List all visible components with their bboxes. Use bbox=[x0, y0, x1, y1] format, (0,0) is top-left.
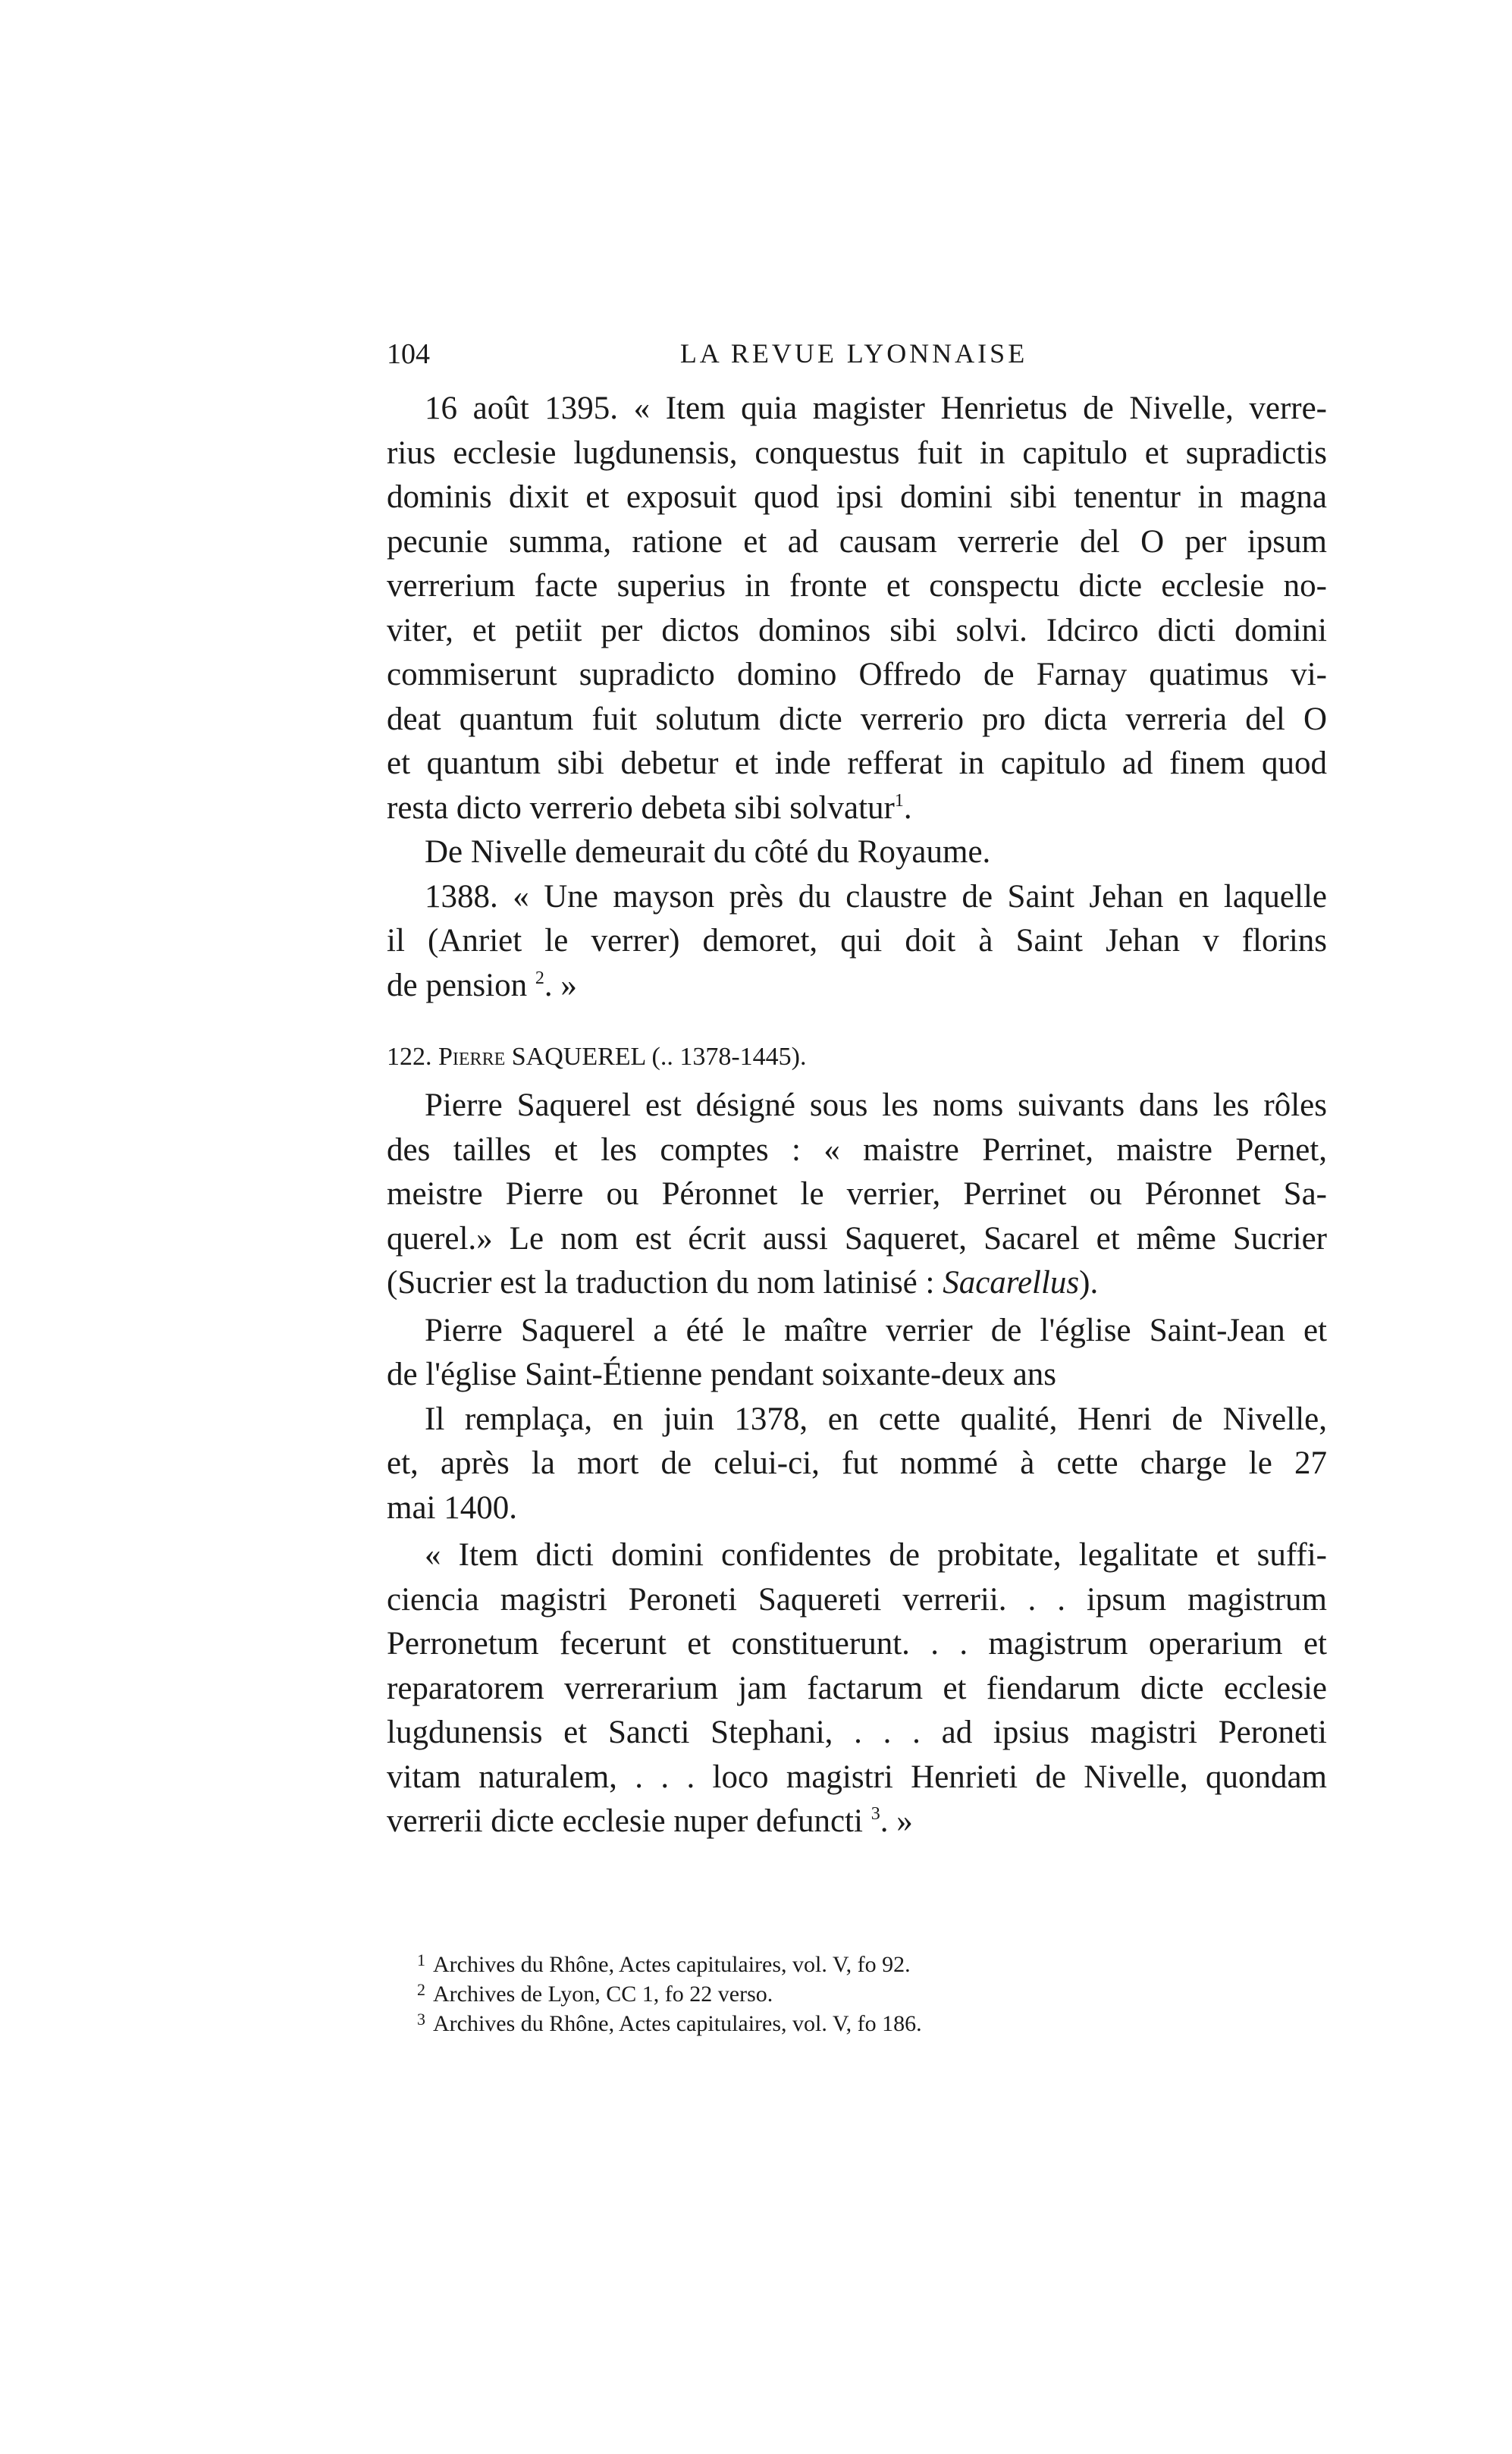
paragraph-2: De Nivelle demeurait du côté du Royaume. bbox=[425, 834, 991, 870]
text-line: deat quantum fuit solutum dicte verrerio pro dicta verreria del O bbox=[387, 701, 1327, 737]
running-title: LA REVUE LYONNAISE bbox=[679, 338, 1028, 369]
latin-name: Sacarellus bbox=[943, 1265, 1080, 1301]
footnote-mark: 2 bbox=[417, 1980, 425, 1999]
text-fragment: . » bbox=[544, 967, 577, 1003]
text-line bbox=[387, 786, 1327, 831]
footnote-reference-3[interactable]: 3 bbox=[870, 1804, 880, 1824]
text-line: mai 1400. bbox=[387, 1489, 517, 1526]
footnote-text: Archives du Rhône, Actes capitulaires, vol. V, fo 92. bbox=[433, 1952, 911, 1977]
text-line: commiserunt supradicto domino Offredo de Farnay quatimus vi- bbox=[387, 657, 1327, 692]
paragraph-4 bbox=[387, 1084, 1327, 1306]
text-line: « Item dicti domini confidentes de probitate, legalitate et suffi- bbox=[425, 1537, 1327, 1573]
text-line: vitam naturalem, . . . loco magistri Henrieti de Nivelle, quondam bbox=[387, 1759, 1327, 1795]
paragraph-3 bbox=[387, 875, 1327, 1009]
text-fragment: . » bbox=[880, 1803, 913, 1839]
text-line: Pierre Saquerel a été le maître verrier de l'église Saint-Jean et bbox=[425, 1312, 1327, 1348]
footnotes bbox=[417, 1945, 1327, 2034]
text-fragment: resta dicto verrerio debeta sibi solvatur bbox=[387, 789, 895, 826]
text-line: Perronetum fecerunt et constituerunt. . . magistrum operarium et bbox=[387, 1626, 1327, 1662]
text-line: des tailles et les comptes : « maistre Perrinet, maistre Pernet, bbox=[387, 1131, 1327, 1168]
text-line: Pierre Saquerel est désigné sous les noms suivants dans les rôles bbox=[425, 1087, 1327, 1123]
footnote-text: Archives du Rhône, Actes capitulaires, vol. V, fo 186. bbox=[433, 2011, 922, 2036]
text-line: meistre Pierre ou Péronnet le verrier, Perrinet ou Péronnet Sa- bbox=[387, 1176, 1327, 1212]
text-line bbox=[387, 964, 1327, 1009]
text-fragment: (Sucrier est la traduction du nom latinisé : bbox=[387, 1265, 943, 1301]
footnote-1 bbox=[417, 1945, 1327, 1975]
text-fragment: ). bbox=[1079, 1265, 1099, 1301]
footnote-reference-2[interactable]: 2 bbox=[535, 968, 544, 988]
section-name-rest: SAQUEREL (.. 1378-1445). bbox=[511, 1043, 807, 1071]
text-fragment: verrerii dicte ecclesie nuper defuncti bbox=[387, 1803, 863, 1839]
text-line: ciencia magistri Peroneti Saquereti verrerii. . . ipsum magistrum bbox=[387, 1581, 1327, 1618]
text-line: rius ecclesie lugdunensis, conquestus fuit in capitulo et supradictis bbox=[387, 435, 1327, 471]
footnote-reference-1[interactable]: 1 bbox=[894, 790, 904, 811]
paragraph-5 bbox=[387, 1309, 1327, 1398]
text-line: querel.» Le nom est écrit aussi Saqueret, Sacarel et même Sucrier bbox=[387, 1220, 1327, 1257]
text-line: et, après la mort de celui-ci, fut nommé à cette charge le 27 bbox=[387, 1445, 1327, 1481]
paragraph-1 bbox=[387, 387, 1327, 830]
text-fragment: . bbox=[903, 789, 912, 826]
text-line: 1388. « Une mayson près du claustre de Saint Jehan en laquelle bbox=[425, 878, 1327, 915]
text-line: et quantum sibi debetur et inde refferat in capitulo ad finem quod bbox=[387, 745, 1327, 781]
text-line: 16 août 1395. « Item quia magister Henrietus de Nivelle, verre- bbox=[425, 391, 1327, 426]
text-line: de l'église Saint-Étienne pendant soixante-deux ans bbox=[387, 1357, 1057, 1392]
text-line: reparatorem verrerarium jam factarum et fiendarum dicte ecclesie bbox=[387, 1670, 1327, 1706]
footnote-mark: 3 bbox=[417, 2010, 425, 2029]
section-heading bbox=[387, 1035, 1327, 1079]
text-fragment: de pension bbox=[387, 967, 528, 1003]
footnote-mark: 1 bbox=[417, 1950, 425, 1969]
section-name-first: Pierre bbox=[438, 1043, 506, 1071]
text-line: lugdunensis et Sancti Stephani, . . . ad ipsius magistri Peroneti bbox=[387, 1715, 1327, 1750]
section-number: 122. bbox=[387, 1043, 432, 1071]
text-line: dominis dixit et exposuit quod ipsi domini sibi tenentur in magna bbox=[387, 479, 1327, 515]
text-line: Il remplaça, en juin 1378, en cette qualité, Henri de Nivelle, bbox=[425, 1401, 1327, 1437]
footnote-text: Archives de Lyon, CC 1, fo 22 verso. bbox=[433, 1982, 773, 2007]
footnote-3 bbox=[417, 2004, 1327, 2034]
text-line: il (Anriet le verrer) demoret, qui doit à Saint Jehan v florins bbox=[387, 923, 1327, 959]
page-number: 104 bbox=[387, 338, 430, 370]
text-line: pecunie summa, ratione et ad causam verrerie del O per ipsum bbox=[387, 523, 1327, 560]
page-header bbox=[387, 337, 1321, 375]
paragraph-6 bbox=[387, 1398, 1327, 1531]
text-line bbox=[387, 1800, 1327, 1844]
body-text bbox=[387, 387, 1327, 1844]
paragraph-7 bbox=[387, 1533, 1327, 1844]
text-line: viter, et petiit per dictos dominos sibi solvi. Idcirco dicti domini bbox=[387, 612, 1327, 648]
text-line: verrerium facte superius in fronte et conspectu dicte ecclesie no- bbox=[387, 568, 1327, 604]
text-line bbox=[387, 1261, 1327, 1306]
footnote-2 bbox=[417, 1975, 1327, 2007]
